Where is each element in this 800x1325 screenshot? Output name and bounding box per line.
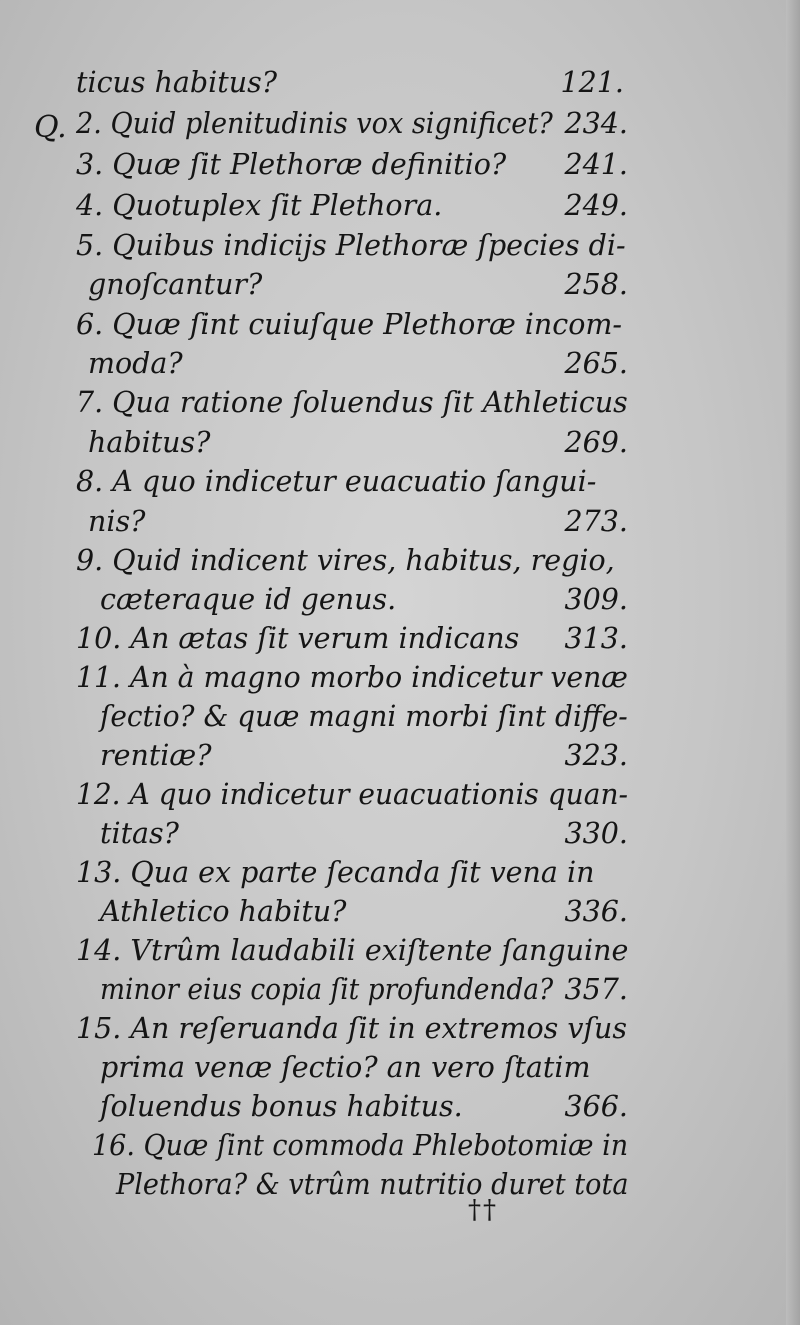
index-line bbox=[100, 814, 628, 854]
page-number: 269. bbox=[564, 426, 628, 459]
index-line bbox=[76, 853, 628, 893]
entry-text: 13. Qua ex parte ſecanda ſit vena in bbox=[76, 856, 595, 889]
index-line bbox=[76, 1009, 628, 1049]
entry-text: 2. Quid plenitudinis vox significet? bbox=[76, 107, 553, 140]
page-edge bbox=[786, 0, 800, 1325]
page-number: 309. bbox=[564, 583, 628, 616]
page-number: 313. bbox=[564, 622, 628, 655]
page-number: 121. bbox=[560, 66, 624, 99]
entry-text: rentiæ? bbox=[100, 739, 212, 772]
index-line bbox=[76, 541, 628, 581]
index-line bbox=[76, 383, 628, 423]
index-line bbox=[100, 970, 628, 1010]
page-number: 336. bbox=[564, 895, 628, 928]
index-line bbox=[88, 423, 628, 463]
page-number: 323. bbox=[564, 739, 628, 772]
entry-text: 11. An à magno morbo indicetur venæ bbox=[76, 661, 628, 694]
index-line bbox=[100, 736, 628, 776]
entry-text: ſectio? & quæ magni morbi ſint diffe- bbox=[100, 700, 628, 733]
entry-text: habitus? bbox=[88, 426, 211, 459]
signature-mark: †† bbox=[468, 1195, 498, 1225]
entry-text: Athletico habitu? bbox=[100, 895, 347, 928]
page-number: 234. bbox=[564, 107, 628, 140]
entry-text: ſoluendus bonus habitus. bbox=[100, 1090, 463, 1123]
entry-text: titas? bbox=[100, 817, 179, 850]
entry-text: 5. Quibus indicijs Plethoræ ſpecies di- bbox=[76, 229, 626, 262]
index-line bbox=[76, 104, 628, 144]
entry-text: 10. An ætas ſit verum indicans bbox=[76, 622, 520, 655]
entry-text: 14. Vtrûm laudabili exiſtente ſanguine bbox=[76, 934, 629, 967]
entry-text: moda? bbox=[88, 347, 183, 380]
entry-text: 12. A quo indicetur euacuationis quan- bbox=[76, 778, 628, 811]
entry-text: 3. Quæ ſit Plethoræ definitio? bbox=[76, 148, 507, 181]
entry-text: 8. A quo indicetur euacuatio ſangui- bbox=[76, 465, 597, 498]
index-line bbox=[100, 892, 628, 932]
index-line bbox=[116, 1165, 628, 1205]
index-line bbox=[88, 502, 628, 542]
page-number: 330. bbox=[564, 817, 628, 850]
index-line bbox=[100, 1048, 628, 1088]
entry-text: nis? bbox=[88, 505, 146, 538]
page-number: 273. bbox=[564, 505, 628, 538]
entry-text: ticus habitus? bbox=[76, 66, 277, 99]
entry-text: 9. Quid indicent vires, habitus, regio, bbox=[76, 544, 615, 577]
entry-text: minor eius copia ſit profundenda? bbox=[100, 973, 554, 1006]
index-line bbox=[76, 145, 628, 185]
index-line bbox=[76, 775, 628, 815]
index-line bbox=[76, 931, 628, 971]
index-line bbox=[92, 1126, 628, 1166]
entry-text: gnoſcantur? bbox=[88, 268, 263, 301]
index-line bbox=[100, 580, 628, 620]
page-number: 249. bbox=[564, 189, 628, 222]
index-line bbox=[76, 619, 628, 659]
index-line bbox=[76, 462, 628, 502]
index-line bbox=[76, 226, 628, 266]
page-number: 258. bbox=[564, 268, 628, 301]
entry-text: 7. Qua ratione ſoluendus ſit Athleticus bbox=[76, 386, 628, 419]
index-line bbox=[88, 265, 628, 305]
page-number: 265. bbox=[564, 347, 628, 380]
entry-text: 6. Quæ ſint cuiuſque Plethoræ incom- bbox=[76, 308, 623, 341]
entry-text: Plethora? & vtrûm nutritio duret tota bbox=[116, 1168, 629, 1201]
index-line bbox=[76, 63, 624, 103]
index-line bbox=[100, 1087, 628, 1127]
index-line bbox=[100, 697, 628, 737]
page-number: 241. bbox=[564, 148, 628, 181]
entry-text: 4. Quotuplex ſit Plethora. bbox=[76, 189, 443, 222]
index-line bbox=[88, 344, 628, 384]
index-line bbox=[76, 305, 628, 345]
page-number: 357. bbox=[564, 973, 628, 1006]
entry-text: cæteraque id genus. bbox=[100, 583, 397, 616]
entry-text: 16. Quæ ſint commoda Phlebotomiæ in bbox=[92, 1129, 629, 1162]
index-line bbox=[76, 186, 628, 226]
index-line bbox=[76, 658, 628, 698]
entry-text: prima venæ ſectio? an vero ſtatim bbox=[100, 1051, 591, 1084]
margin-mark: Q. bbox=[34, 110, 67, 145]
page-number: 366. bbox=[564, 1090, 628, 1123]
entry-text: 15. An reſeruanda ſit in extremos vſus bbox=[76, 1012, 627, 1045]
